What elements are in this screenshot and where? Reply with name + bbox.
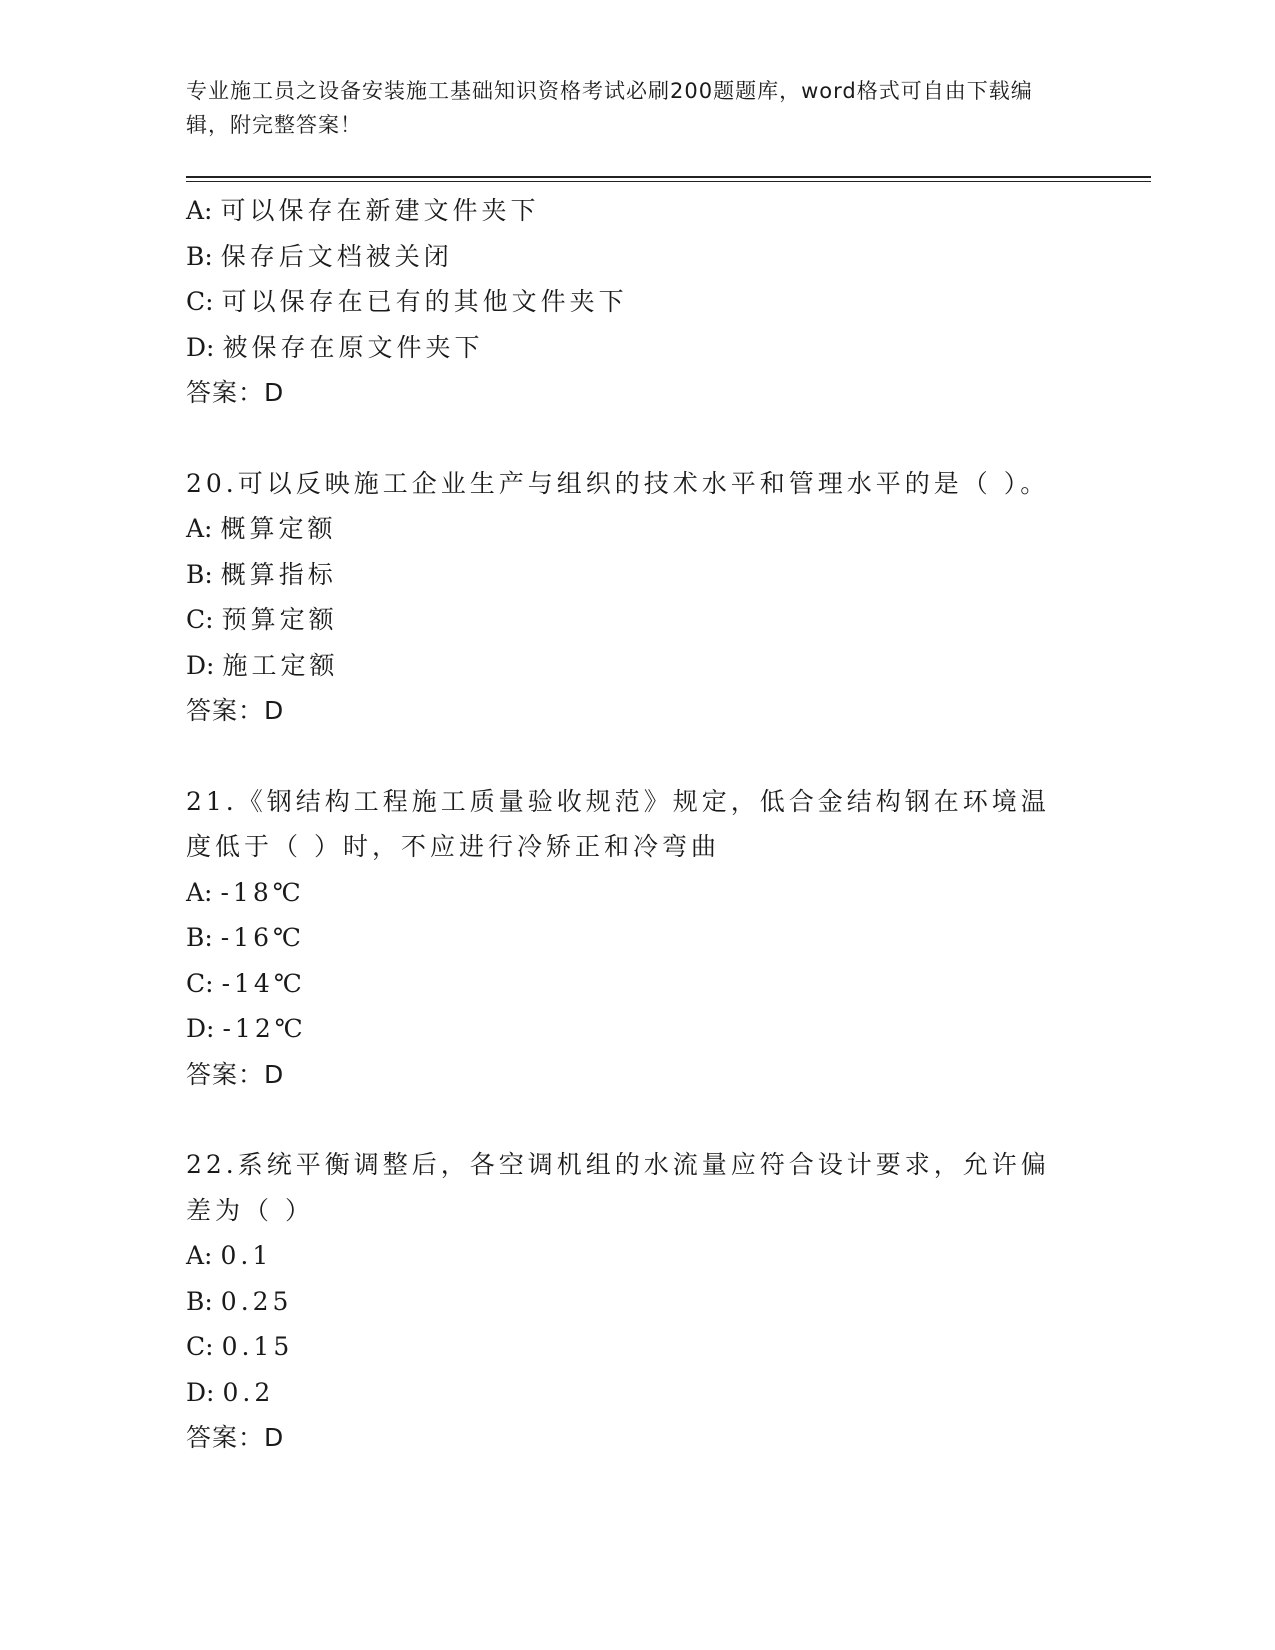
question-block <box>186 188 1086 416</box>
question-list <box>186 188 1086 1461</box>
option-a: A: -18℃ <box>186 877 305 907</box>
answer-line: 答案：D <box>186 378 285 407</box>
option-d: D: 被保存在原文件夹下 <box>186 332 484 362</box>
option-a: A: 概算定额 <box>186 514 337 543</box>
option-c: C: 预算定额 <box>186 605 338 634</box>
option-c: C: 可以保存在已有的其他文件夹下 <box>186 287 628 316</box>
option-a: A: 可以保存在新建文件夹下 <box>186 196 540 225</box>
option-d: D: 施工定额 <box>186 650 339 680</box>
header-divider-thick <box>186 176 1151 178</box>
option-d: D: 0.2 <box>186 1377 275 1407</box>
answer-line: 答案：D <box>186 696 285 725</box>
question-block <box>186 1142 1086 1461</box>
option-c: C: -14℃ <box>186 968 306 998</box>
option-b: B: 保存后文档被关闭 <box>186 241 453 271</box>
option-b: B: -16℃ <box>186 923 306 952</box>
question-block <box>186 779 1086 1098</box>
answer-line: 答案：D <box>186 1059 285 1089</box>
option-b: B: 概算指标 <box>186 559 337 589</box>
option-b: B: 0.25 <box>186 1286 293 1316</box>
answer-line: 答案：D <box>186 1423 285 1452</box>
option-a: A: 0.1 <box>186 1241 273 1270</box>
question-stem: 22.系统平衡调整后，各空调机组的水流量应符合设计要求，允许偏差为（ ） <box>186 1150 1050 1225</box>
header-divider-thin <box>186 181 1151 182</box>
question-stem: 20.可以反映施工企业生产与组织的技术水平和管理水平的是（ ）。 <box>186 468 1050 498</box>
document-header: 专业施工员之设备安装施工基础知识资格考试必刷200题题库，word格式可自由下载编辑，附完整答案！ <box>186 79 1033 137</box>
option-c: C: 0.15 <box>186 1332 294 1361</box>
question-block <box>186 461 1086 734</box>
question-stem: 21.《钢结构工程施工质量验收规范》规定，低合金结构钢在环境温度低于（ ）时，不应进行冷矫正和冷弯曲 <box>186 786 1050 861</box>
option-d: D: -12℃ <box>186 1014 307 1043</box>
